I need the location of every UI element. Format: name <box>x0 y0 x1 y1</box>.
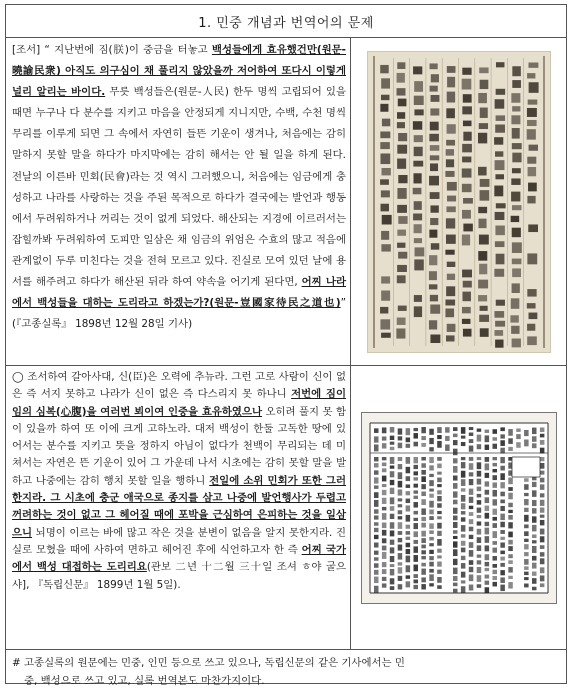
sinmun-text <box>6 366 351 649</box>
emphasized-text: 백성들에게 효유했건만(원문-曉諭民衆) 아직도 의구심이 채 풀리지 않았을까 저어하여 또다시 이렇게 널리 알리는 바이다. <box>12 44 346 99</box>
sillok-text <box>6 38 351 365</box>
sinmun-scan-cell <box>351 366 566 649</box>
footnote-line-2: 중, 백성으로 쓰고 있고, 실록 번역본도 마찬가지이다. <box>24 675 265 687</box>
footnote-line-1: # 고종실록의 원문에는 민중, 인민 등으로 쓰고 있으나, 독립신문의 같은 기사에서는 민 <box>12 657 405 669</box>
row-dongnip-sinmun <box>6 366 566 650</box>
row-gojong-sillok <box>6 38 566 366</box>
body-text: ” (『고종실록』 1898년 12월 28일 기사) <box>12 297 346 331</box>
body-text: 무릇 백성들은(원문-人民) 한두 명씩 고립되어 있을 때면 누구나 다 분수를 지키고 마음을 안정되게 지니지만, 수백, 수천 명씩 무리를 이루게 되면 그 속에서 자연히 들뜬 기운이 생겨나, 처음에는 감히 말하지 못할 말을 하다가 마지막에는 감히 해서는 안 될 일을 하게 된다. 전날의 이른바 민회(民會)라는 것 역시 그러했으니, 처음에는 임금에게 충성하고 나라를 사랑하는 것을 주된 목적으로 하다가 결국에는 발언과 행동에서 두려워하거나 꺼리는 것이 없게 되었다. 해산되는 지경에 이르러서는 잡힐까봐 두려워하여 도피만 일삼은 채 임금의 위엄은 수효의 많고 적음에 관계없이 두루 미친다는 것을 전혀 모르고 있다. 진실로 모여 있던 날에 용서를 해주려고 하다가 해산된 뒤라 하여 약속을 어기게 된다면, <box>12 86 346 289</box>
sillok-scan-cell <box>351 38 566 365</box>
sillok-scan-image <box>367 51 551 353</box>
body-text: 뇌명이 이르는 바에 많고 작은 것을 분변이 없음을 알지 못한지라. 진실로 모혔을 때에 사하여 면하고 헤어진 후에 식언하고자 한 즉 <box>12 526 346 556</box>
emphasized-text: 저번에 짐이 임의 심복(心腹)을 여러번 뵈이여 인중을 효유하였으나 <box>12 388 346 418</box>
emphasized-text: 전일에 소위 민회가 또한 그러한지라. 그 시초에 충군 애국으로 종지를 삼고 나중에 발언행사가 두렵고 꺼려하는 것이 없고 그 헤어질 때에 포박을 근심하여 은피하는 것을 일삼으니 <box>12 474 346 539</box>
emphasized-text: 어찌 국가에서 백성 대접하는 도리리요 <box>12 543 346 574</box>
emphasized-text: 어찌 나라에서 백성들을 대하는 도리라고 하겠는가?(원문-豈國家待民之道也) <box>12 276 346 310</box>
document-table <box>5 4 567 687</box>
section-title: 1. 민중 개념과 번역어의 문제 <box>6 5 566 38</box>
body-text: ◯ 조서하여 갈아사대, 신(臣)은 오력에 추뉴라. 그런 고로 사람이 신이 없은 즉 서지 못하고 나라가 신이 없은 즉 다스리지 못 하나니 <box>12 371 346 401</box>
body-text: [조서] “ 지난번에 짐(朕)이 중금을 터놓고 <box>12 44 212 56</box>
body-text: 오히려 풀지 못 함이 있을까 하여 또 이에 크게 고하노라. 대저 백성이 한둘 고독한 땅에 있어서는 분수를 지키고 뜻을 정하지 아님이 없다가 천백이 무리되는 데 미쳐서는 자연은 뜬 기운이 있어 그 가운데 나서 시초에는 감히 못할 말을 발하고 나중에는 감히 행치 못할 일을 행하니 <box>12 405 346 487</box>
sinmun-scan-image <box>361 412 557 604</box>
footnote <box>6 650 566 690</box>
body-text: (관보 二년 十二월 三十일 조셔 ㅎ야 굴으샤], 『독립신문』 1899년 1월 5일). <box>12 561 346 591</box>
